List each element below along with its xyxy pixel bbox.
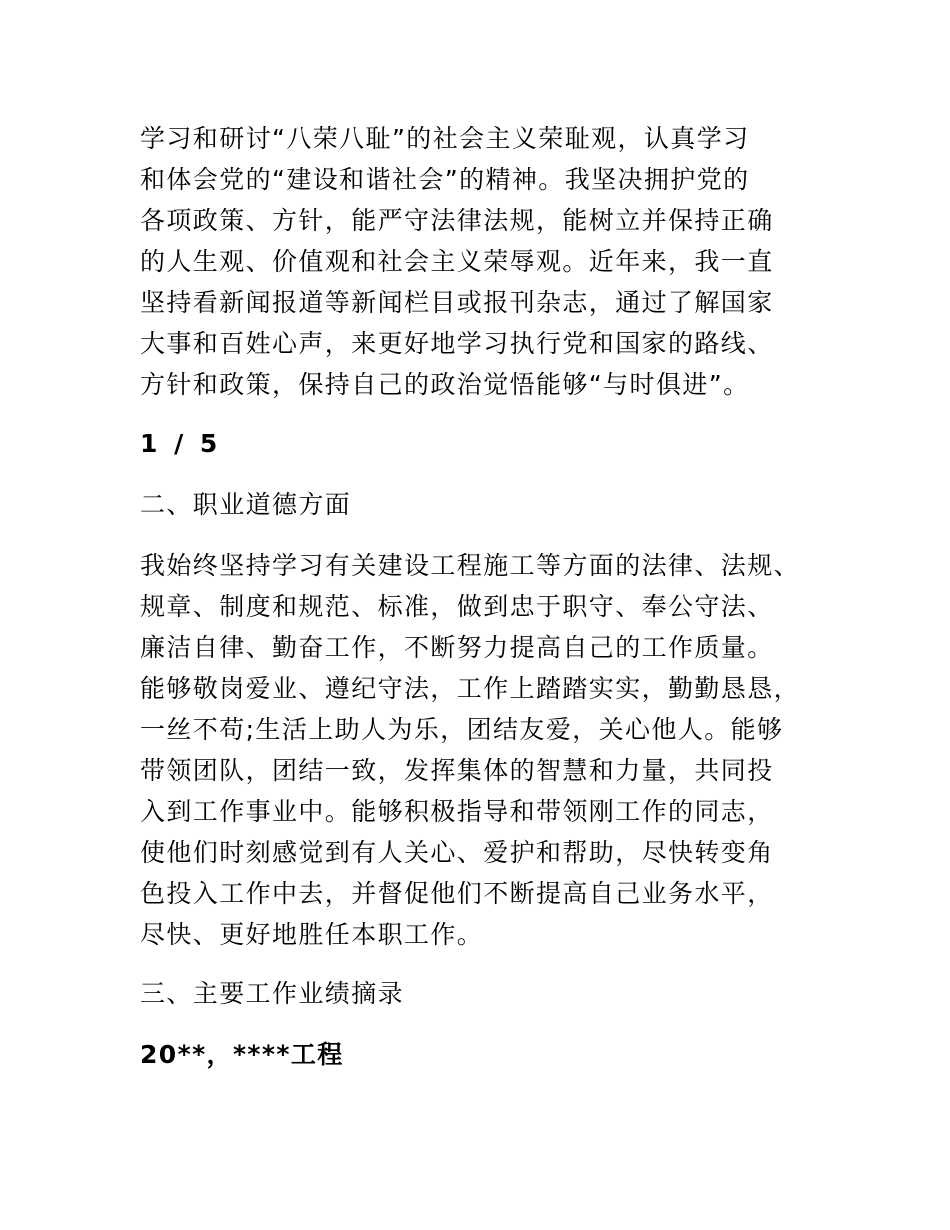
text-line: 色投入工作中去，并督促他们不断提高自己业务水平， (140, 879, 774, 908)
text-line: 入到工作事业中。能够积极指导和带领刚工作的同志， (140, 797, 774, 826)
text-line: 和体会党的“建设和谐社会”的精神。我坚决拥护党的 (140, 165, 750, 194)
text-line: 能够敬岗爱业、遵纪守法，工作上踏踏实实，勤勤恳恳， (140, 674, 801, 703)
paragraph-professional-ethics (140, 545, 830, 955)
section-heading-work-achievements: 三、主要工作业绩摘录 (140, 979, 405, 1008)
project-line: 20**，****工程 (140, 1040, 344, 1069)
paragraph-political-study (140, 118, 830, 405)
text-line: 学习和研讨“八荣八耻”的社会主义荣耻观，认真学习 (140, 124, 750, 153)
text-line: 规章、制度和规范、标准，做到忠于职守、奉公守法、 (140, 592, 774, 621)
document-page (140, 118, 830, 1075)
text-line: 带领团队，团结一致，发挥集体的智慧和力量，共同投 (140, 756, 774, 785)
text-line: 一丝不苟;生活上助人为乐，团结友爱，关心他人。能够 (140, 715, 784, 744)
section-heading-professional-ethics: 二、职业道德方面 (140, 490, 352, 519)
text-line: 的人生观、价值观和社会主义荣辱观。近年来，我一直 (140, 247, 774, 276)
text-line: 廉洁自律、勤奋工作，不断努力提高自己的工作质量。 (140, 633, 774, 662)
text-line: 使他们时刻感觉到有人关心、爱护和帮助，尽快转变角 (140, 838, 774, 867)
text-line: 坚持看新闻报道等新闻栏目或报刊杂志，通过了解国家 (140, 288, 774, 317)
text-line: 我始终坚持学习有关建设工程施工等方面的法律、法规、 (140, 551, 801, 580)
text-line: 大事和百姓心声，来更好地学习执行党和国家的路线、 (140, 329, 774, 358)
page-number: 1 / 5 (140, 429, 222, 458)
text-line: 尽快、更好地胜任本职工作。 (140, 920, 484, 949)
text-line: 方针和政策，保持自己的政治觉悟能够“与时俱进”。 (140, 370, 750, 399)
text-line: 各项政策、方针，能严守法律法规，能树立并保持正确 (140, 206, 774, 235)
